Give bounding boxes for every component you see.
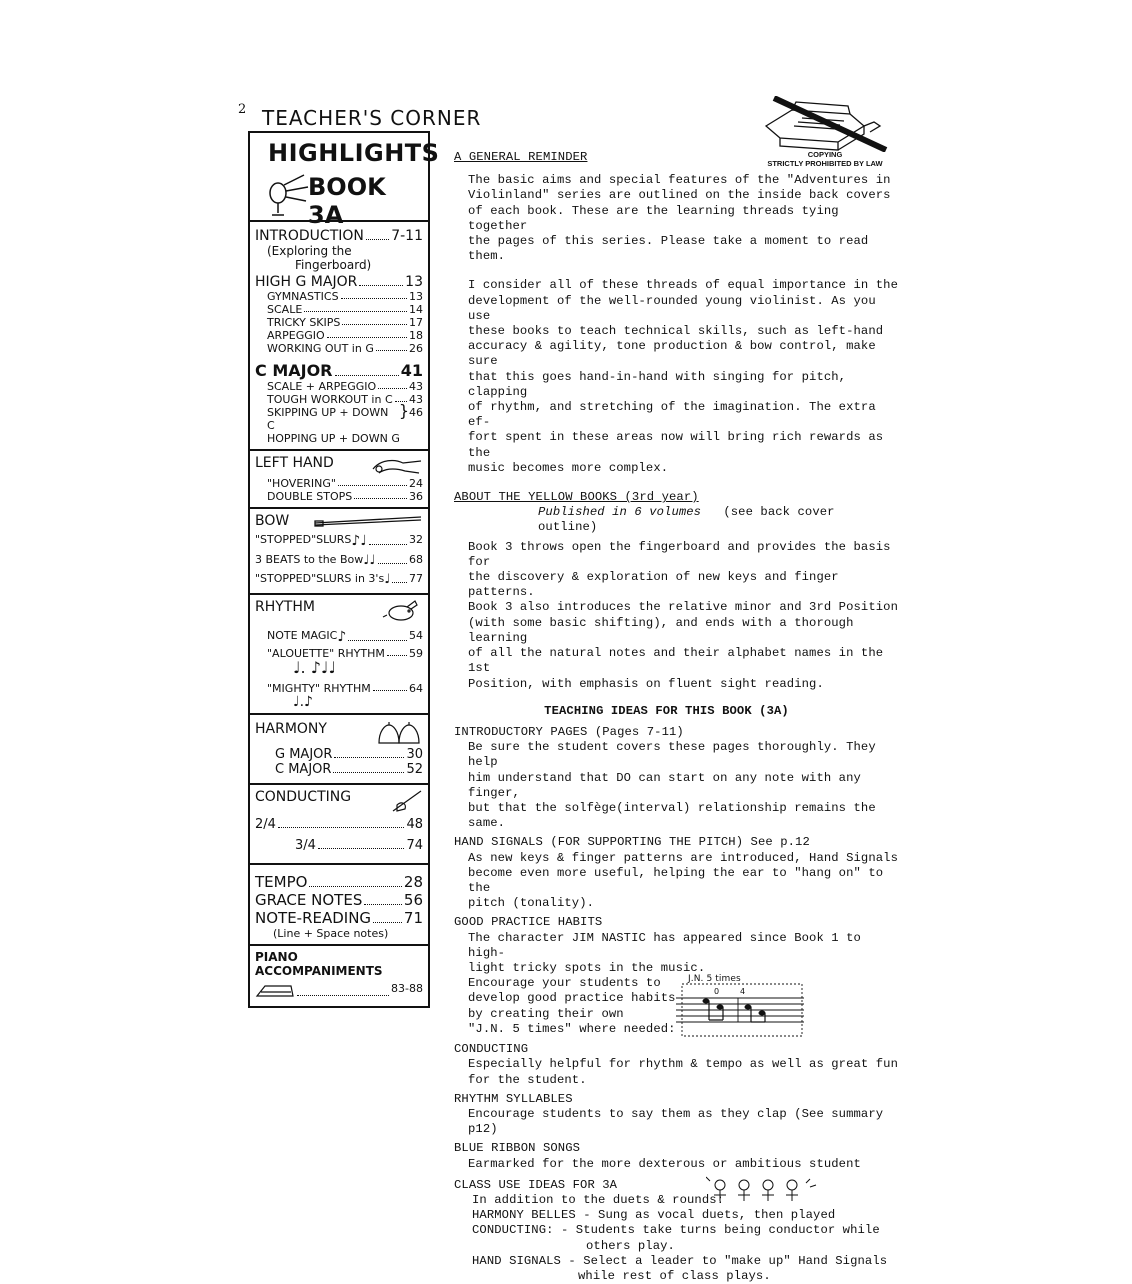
section-left-hand [248,449,430,507]
toc-label: DOUBLE STOPS [267,490,353,503]
toc-harmony[interactable] [255,721,423,747]
toc-page: 28 [403,873,423,891]
toc-label: NOTE MAGIC [267,629,338,642]
page-number: 2 [238,102,247,117]
text-line: Position, with emphasis on fluent sight reading. [468,676,824,691]
jn-label: J.N. 5 times [688,974,741,985]
toc-label: TOUGH WORKOUT in C [267,393,393,406]
conducting-paragraph [454,1057,899,1087]
toc-page: 83-88 [391,982,423,995]
toc-label: RHYTHM [255,599,315,615]
toc-label: C MAJOR [255,361,333,380]
toc-label: WORKING OUT in G [267,342,374,355]
hand-icon [371,455,423,477]
note-reading-sub: (Line + Space notes) [273,927,389,940]
toc-rhythm[interactable] [255,599,423,621]
toc-page: 43 [409,393,423,406]
text-line: that this goes hand-in-hand with singing for pitch, clapping [468,369,847,399]
toc-page: 46 [409,406,423,419]
toc-item[interactable] [255,342,423,355]
music-staff-icon [676,982,806,1038]
mighty-notes-icon: ♩.♪ [293,694,313,710]
svg-text:0: 0 [714,987,720,997]
toc-page: 17 [409,316,423,329]
toc-page: 56 [403,891,423,909]
toc-page: 30 [406,747,423,762]
text-line: the pages of this series. Please take a moment to read them. [468,234,869,264]
text-line: The basic aims and special features of the "Adventures in [468,173,891,188]
section-bow [248,507,430,593]
toc-page: 14 [409,303,423,316]
text-line: HAND SIGNALS - Select a leader to "make up" Hand Signals [472,1253,888,1268]
text-line: Encourage your students to [468,976,661,991]
toc-item[interactable] [255,490,423,503]
toc-page: 68 [409,553,423,566]
highlights-title-box [248,131,440,229]
baton-hand-icon [389,789,423,813]
see-back-cover-note: (see back cover outline) [538,505,835,535]
toc-item[interactable] [255,982,423,1000]
class-use-paragraph [454,1193,899,1284]
section-conducting [248,783,430,863]
text-line: become even more useful, helping the ear to "hang on" to the [468,865,884,895]
text-line: Book 3 also introduces the relative minor and 3rd Position [468,600,898,615]
text-line: for the student. [468,1072,587,1087]
toc-label: 3/4 [295,838,316,853]
toc-label: 3 BEATS to the Bow [255,553,364,566]
photocopier-icon [752,96,898,152]
jim-nastic-block [454,976,899,1038]
toc-label: TEMPO [255,873,308,891]
section-misc [248,863,430,944]
text-line: CONDUCTING: - Students take turns being conductor while [472,1223,880,1238]
toc-item[interactable] [255,647,423,660]
hand-signals-heading: HAND SIGNALS (FOR SUPPORTING THE PITCH) See p.12 [454,835,810,850]
toc-label: NOTE-READING [255,909,372,927]
text-line: pitch (tonality). [468,896,595,911]
piano-icon [255,982,295,1000]
toc-item[interactable] [255,762,423,777]
highlights-sidebar [248,131,440,1008]
intro-sub: (Exploring the [267,244,352,258]
intro-paragraph [454,740,899,831]
general-paragraph-1 [454,173,899,264]
toc-item[interactable]: "STOPPED"SLURS ♪♩ 32 [255,533,423,549]
teachers-corner-main [454,150,899,1284]
toc-page: 43 [409,380,423,393]
text-line: HARMONY BELLES - Sung as vocal duets, then played [472,1208,836,1223]
toc-page: 71 [403,909,423,927]
toc-label: BOW [255,513,290,529]
toc-label: "MIGHTY" RHYTHM [267,682,371,695]
general-paragraph-2 [454,278,899,476]
toc-item[interactable] [255,477,423,490]
toc-page: 13 [405,274,423,290]
yellow-paragraph [454,540,899,692]
toc-item[interactable] [255,316,423,329]
toc-label: GRACE NOTES [255,891,363,909]
toc-label: HOPPING UP + DOWN G [267,432,400,445]
class-use-heading: CLASS USE IDEAS FOR 3A [454,1177,618,1192]
toc-label: SCALE [267,303,303,316]
blue-ribbon-heading: BLUE RIBBON SONGS [454,1141,581,1156]
toc-page: 52 [406,762,423,777]
text-line: the discovery & exploration of new keys and finger patterns. [468,570,839,600]
text-line: but that the solfège(interval) relationship remains the same. [468,800,876,831]
toc-item[interactable] [255,380,423,393]
toc-label: CONDUCTING [255,789,352,805]
text-line: I consider all of these threads of equal importance in the [468,278,898,293]
toc-page: 13 [409,290,423,303]
toc-intro[interactable] [255,228,423,244]
text-line: these books to teach technical skills, such as left-hand [468,324,884,339]
toc-item[interactable] [255,838,423,853]
toc-label: ARPEGGIO [267,329,325,342]
yellow-books-heading: ABOUT THE YELLOW BOOKS (3rd year) [454,490,699,505]
rhythm-syllables-heading: RHYTHM SYLLABLES [454,1091,573,1106]
good-practice-heading: GOOD PRACTICE HABITS [454,915,603,930]
text-line: fort spent in these areas now will bring rich rewards as the [468,430,884,460]
rhythm-syllables-paragraph: Encourage students to say them as they clap (See summary p12) [468,1106,884,1137]
text-line: As new keys & finger patterns are introduced, Hand Signals [468,850,898,865]
text-line: Violinland" series are outlined on the inside back covers [468,188,891,203]
text-line: In addition to the duets & rounds: [472,1192,725,1207]
text-line: (with some basic shifting), and ends with a thorough learning [468,615,854,645]
toc-item[interactable]: 3 BEATS to the Bow ♩♩ 68 [255,553,423,568]
toc-label: "STOPPED"SLURS [255,533,352,546]
blue-ribbon-paragraph: Earmarked for the more dexterous or ambitious student [468,1156,861,1171]
toc-label: GYMNASTICS [267,290,339,303]
rhythm-notes-icon: ♩. ♪♩♩ [293,658,337,677]
text-line: Be sure the student covers these pages thoroughly. They help [468,740,876,770]
text-line: him understand that DO can start on any note with any finger, [468,770,861,800]
toc-item[interactable] [255,432,423,445]
text-line: accuracy & agility, tone production & bow control, make sure [468,339,876,369]
svg-text:4: 4 [740,987,746,997]
toc-label: "HOVERING" [267,477,336,490]
toc-page: 36 [409,490,423,503]
toc-high-g[interactable] [255,274,423,290]
toc-label: G MAJOR [275,747,333,762]
highlights-title: HIGHLIGHTS [268,139,440,167]
text-line: of all the natural notes and their alphabet names in the 1st [468,646,884,676]
toc-item[interactable] [255,873,423,891]
copying-label: COPYING [807,150,843,159]
toc-label: SCALE + ARPEGGIO [267,380,377,393]
conducting-heading: CONDUCTING [454,1042,529,1057]
toc-item[interactable] [255,891,423,909]
bells-icon [373,721,423,747]
toc-label: HARMONY [255,721,327,737]
toc-page: 54 [409,629,423,642]
text-line: by creating their own [468,1006,624,1021]
good-practice-paragraph [454,931,899,977]
section-rhythm [248,593,430,713]
section-harmony [248,713,430,783]
toc-item[interactable] [255,303,423,316]
violin-bow-icon [313,513,423,527]
jn-five-times-example [676,972,806,1038]
toc-c-major[interactable] [255,361,423,380]
toc-page: 64 [409,682,423,695]
toc-page: 59 [409,647,423,660]
toc-label: SKIPPING UP + DOWN C [267,406,389,432]
toc-item[interactable]: "STOPPED"SLURS in 3's ♩ 77 [255,572,423,587]
toc-item[interactable] [255,329,423,342]
toc-page: 7-11 [391,228,423,244]
toc-label: LEFT HAND [255,455,334,471]
intro-pages-heading: INTRODUCTORY PAGES (Pages 7-11) [454,724,684,739]
toc-page: 74 [406,838,423,853]
toc-piano[interactable]: PIANO ACCOMPANIMENTS [255,950,383,978]
intro-sub2: Fingerboard) [295,258,372,272]
section-high-g [248,220,430,449]
text-line: develop good practice habits [468,991,676,1006]
toc-item[interactable] [255,393,423,406]
toc-page: 32 [409,533,423,546]
toc-label: "ALOUETTE" RHYTHM [267,647,385,660]
toc-page: 18 [409,329,423,342]
text-line: development of the well-rounded young violinist. As you use [468,293,876,323]
text-line: "J.N. 5 times" where needed: [468,1021,676,1036]
toc-label: TRICKY SKIPS [267,316,341,329]
toc-page: 48 [406,817,423,832]
copying-prohibited-label: STRICTLY PROHIBITED BY LAW [767,159,883,168]
teaching-ideas-heading: TEACHING IDEAS FOR THIS BOOK (3A) [544,703,789,718]
toc-label: C MAJOR [275,762,332,777]
toc-page: 77 [409,572,423,585]
toc-page: 26 [409,342,423,355]
spotlight-icon [264,173,310,217]
toc-bow[interactable] [255,513,423,529]
book-title: BOOK 3A [308,173,386,229]
hand-signals-paragraph [454,851,899,912]
text-line: of each book. These are the learning threads tying together [468,203,839,233]
toc-label: HIGH G MAJOR [255,274,358,290]
text-line: light tricky spots in the music. [468,960,706,975]
toc-label: "STOPPED"SLURS in 3's [255,572,385,585]
toc-label: INTRODUCTION [255,228,364,244]
toc-conducting[interactable] [255,789,423,813]
rabbit-icon [381,599,423,621]
section-piano [248,944,430,1008]
toc-page: 24 [409,477,423,490]
text-line: Book 3 throws open the fingerboard and provides the basis for [468,539,891,569]
text-line: The character JIM NASTIC has appeared since Book 1 to high- [468,930,861,960]
general-reminder-heading: A GENERAL REMINDER [454,150,588,164]
toc-item[interactable] [255,290,423,303]
toc-label: 2/4 [255,817,276,832]
toc-item[interactable] [255,909,423,927]
toc-item[interactable] [255,747,423,762]
toc-left-hand[interactable] [255,455,423,477]
text-line: music becomes more complex. [468,460,669,475]
text-line: others play. [586,1238,675,1253]
published-note: Published in 6 volumes [538,505,702,520]
toc-item[interactable]: SKIPPING UP + DOWN C } 46 [267,401,423,432]
toc-item[interactable] [255,682,423,695]
page-header: TEACHER'S CORNER [262,106,482,130]
text-line: of rhythm, and stretching of the imagination. The extra ef- [468,400,876,430]
toc-item[interactable]: NOTE MAGIC ♪ 54 [267,629,423,645]
text-line: while rest of class plays. [578,1269,771,1283]
toc-page: 41 [400,361,423,380]
children-figures-icon [706,1175,826,1205]
yellow-published-line [454,505,899,535]
text-line: Especially helpful for rhythm & tempo as well as great fun [468,1057,898,1072]
toc-item[interactable] [255,817,423,832]
